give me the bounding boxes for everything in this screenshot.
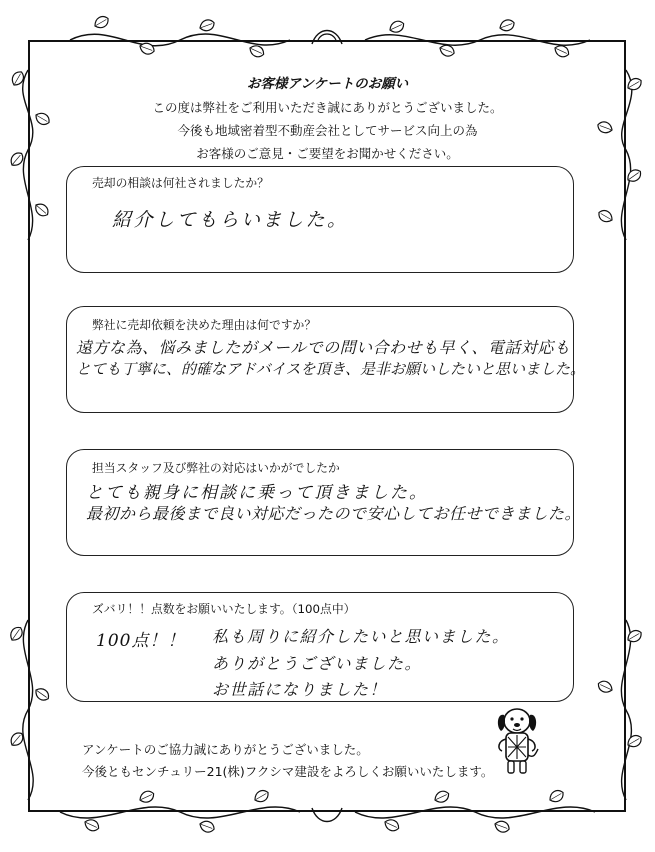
footer-company: 今後ともセンチュリー21(株)フクシマ建設をよろしくお願いいたします。 — [82, 764, 494, 779]
answer-3-line-2: 最初から最後まで良い対応だったので安心してお任せできました。 — [86, 504, 582, 523]
mascot-dog-icon — [492, 703, 542, 779]
question-1-text: 売却の相談は何社されましたか？ — [92, 176, 269, 190]
answer-2-line-2: とても丁寧に、的確なアドバイスを頂き、是非お願いしたいと思いました。 — [76, 360, 585, 378]
answer-4-line-1: 私も周りに紹介したいと思いました。 — [212, 627, 510, 646]
question-3-text: 担当スタッフ及び弊社の対応はいかがでしたか — [92, 461, 340, 475]
answer-4-line-2: ありがとうございました。 — [212, 654, 423, 673]
answer-2-line-1: 遠方な為、悩みましたがメールでの問い合わせも早く、電話対応も — [76, 338, 571, 357]
score-value: 100点！！ — [96, 631, 186, 651]
question-2-text: 弊社に売却依頼を決めた理由は何ですか？ — [92, 318, 317, 332]
answer-4-line-3: お世話になりました！ — [212, 680, 388, 699]
answer-1-line-1: 紹介してもらいました。 — [112, 209, 349, 231]
question-4-text: ズバリ！！点数をお願いいたします。（100点中） — [92, 602, 356, 616]
answer-3-line-1: とても親身に相談に乗って頂きました。 — [86, 483, 428, 503]
intro-line-3: お客様のご意見・ご要望をお聞かせください。 — [196, 146, 459, 161]
survey-title: お客様アンケートのお願い — [246, 76, 409, 92]
intro-line-2: 今後も地域密着型不動産会社としてサービス向上の為 — [177, 123, 478, 138]
intro-line-1: この度は弊社をご利用いただき誠にありがとうございました。 — [152, 100, 503, 115]
footer-thanks: アンケートのご協力誠にありがとうございました。 — [82, 742, 369, 757]
